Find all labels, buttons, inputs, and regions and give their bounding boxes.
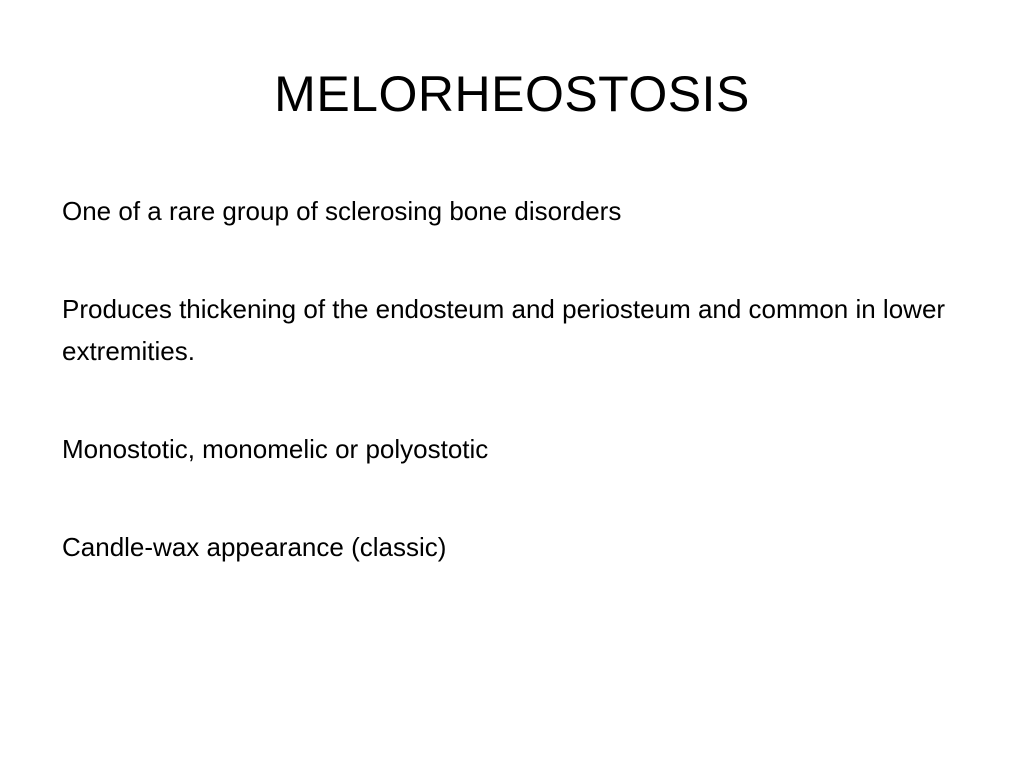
body-point: One of a rare group of sclerosing bone disorders [62,196,622,226]
body-point: Candle-wax appearance (classic) [62,532,447,562]
slide-title: MELORHEOSTOSIS [274,66,750,122]
body-point: Monostotic, monomelic or polyostotic [62,434,489,464]
slide-body [62,190,962,624]
body-point: Produces thickening of the endosteum and periosteum and common in lower extremities. [62,294,946,366]
